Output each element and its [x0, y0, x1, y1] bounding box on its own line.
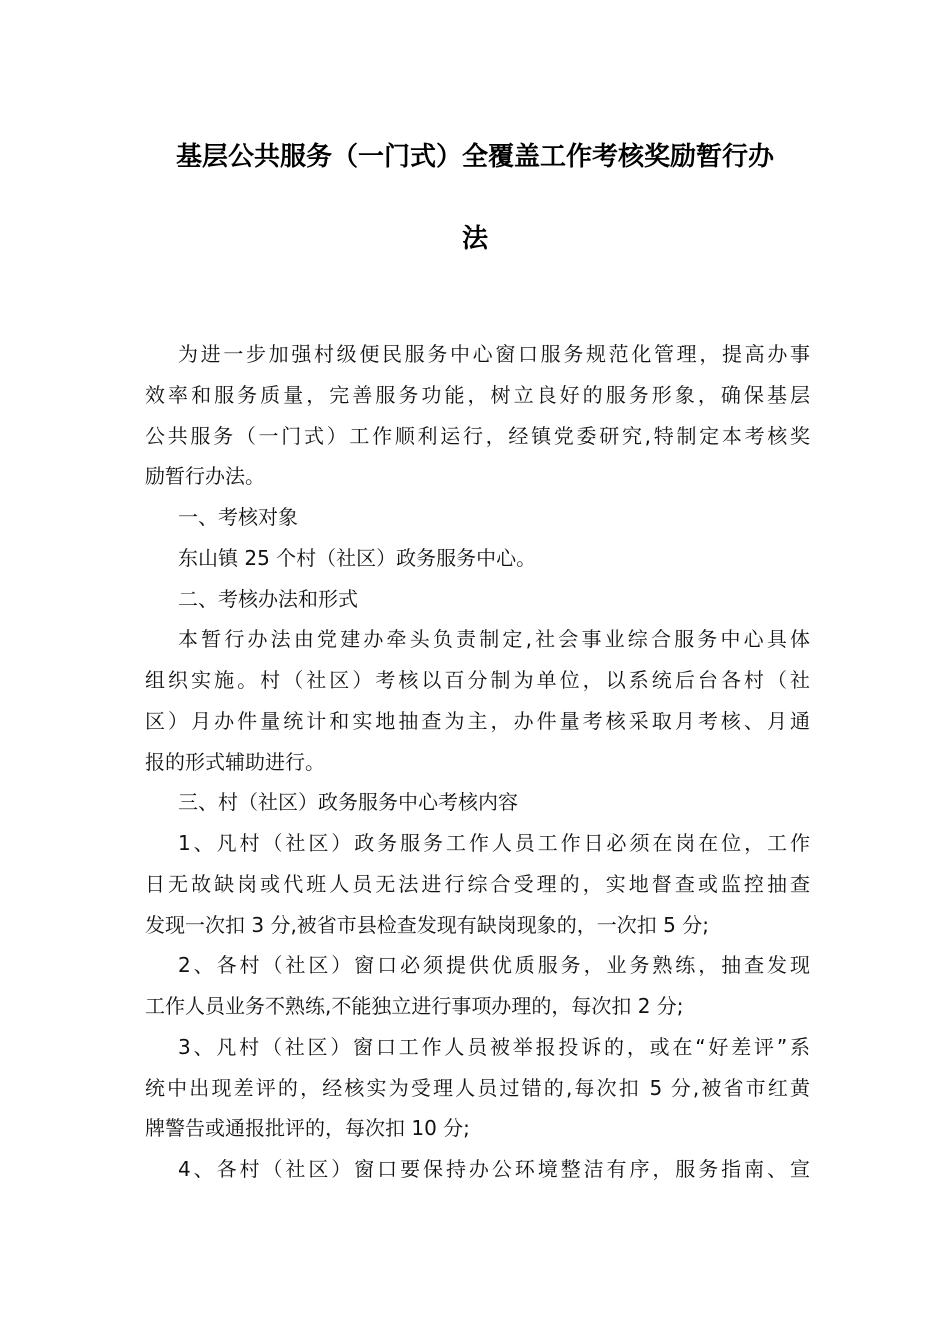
paragraph-line: 1、凡村（社区）政务服务工作人员工作日必须在岗在位，工作	[178, 831, 810, 855]
paragraph-line: 2、各村（社区）窗口必须提供优质服务，业务熟练，抽查发现	[178, 953, 810, 977]
paragraph-line: 3、凡村（社区）窗口工作人员被举报投诉的，或在“好差评”系	[178, 1035, 810, 1059]
document-title-line-1: 基层公共服务（一门式）全覆盖工作考核奖励暂行办	[175, 142, 774, 172]
paragraph-line: 日无故缺岗或代班人员无法进行综合受理的，实地督查或监控抽查	[145, 872, 810, 896]
section-heading: 二、考核办法和形式	[178, 587, 358, 611]
paragraph-line: 本暂行办法由党建办牵头负责制定,社会事业综合服务中心具体	[178, 627, 810, 651]
paragraph-line: 区）月办件量统计和实地抽查为主，办件量考核采取月考核、月通	[145, 709, 810, 733]
paragraph-line: 公共服务（一门式）工作顺利运行，经镇党委研究,特制定本考核奖	[145, 424, 810, 448]
paragraph-line: 4、各村（社区）窗口要保持办公环境整洁有序，服务指南、宣	[178, 1157, 810, 1181]
paragraph-line: 工作人员业务不熟练,不能独立进行事项办理的，每次扣 2 分;	[145, 994, 684, 1018]
paragraph-line: 统中出现差评的，经核实为受理人员过错的,每次扣 5 分,被省市红黄	[145, 1076, 810, 1100]
paragraph-line: 报的形式辅助进行。	[145, 750, 325, 774]
paragraph-line: 效率和服务质量，完善服务功能，树立良好的服务形象，确保基层	[145, 383, 810, 407]
paragraph-line: 为进一步加强村级便民服务中心窗口服务规范化管理，提高办事	[178, 342, 810, 366]
document-title-line-2: 法	[461, 224, 488, 254]
paragraph-line: 发现一次扣 3 分,被省市县检查发现有缺岗现象的，一次扣 5 分;	[145, 913, 709, 937]
paragraph-line: 励暂行办法。	[145, 464, 265, 488]
paragraph-line: 组织实施。村（社区）考核以百分制为单位，以系统后台各村（社	[145, 668, 810, 692]
paragraph-line: 牌警告或通报批评的，每次扣 10 分;	[145, 1116, 470, 1140]
paragraph-line: 东山镇 25 个村（社区）政务服务中心。	[178, 546, 537, 570]
section-heading: 三、村（社区）政务服务中心考核内容	[178, 790, 518, 814]
section-heading: 一、考核对象	[178, 505, 298, 529]
